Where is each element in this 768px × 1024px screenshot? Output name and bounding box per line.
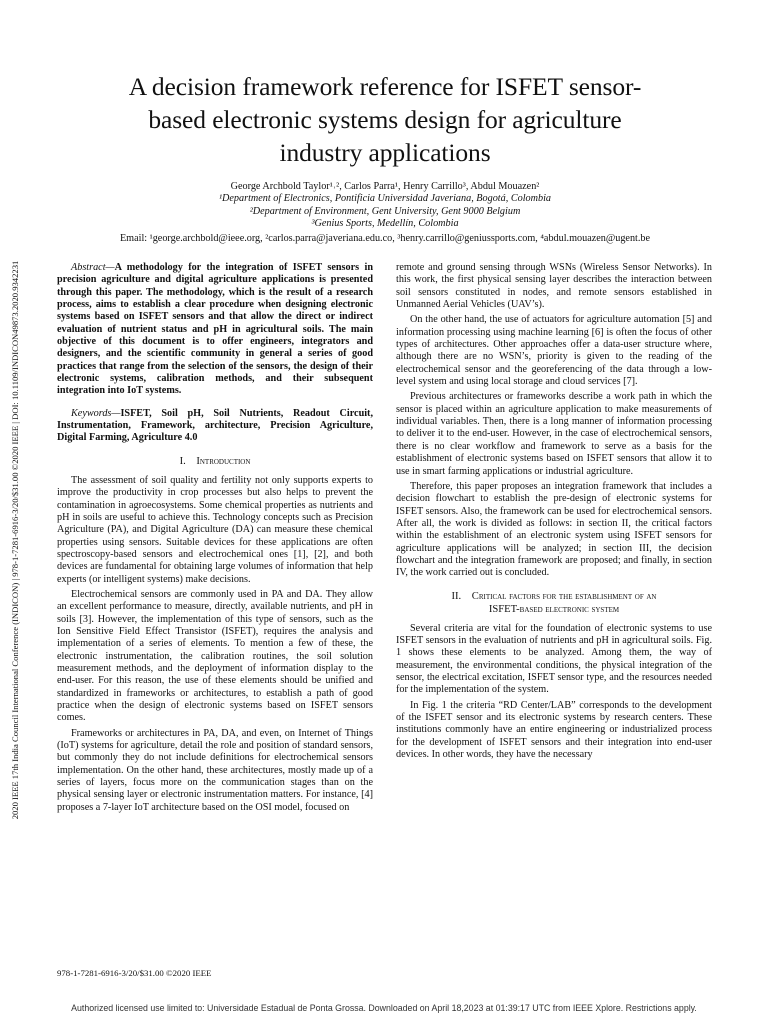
body-paragraph: In Fig. 1 the criteria “RD Center/LAB” corresponds to the development of the ISFET sensor and its electronic systems by research centers. These institutions commonly have an entire engineering or industrialized process for the development of ISFET sensors and their integration into end-user devices. In other words, they have the necessary (396, 699, 712, 761)
body-paragraph: Frameworks or architectures in PA, DA, and even, on Internet of Things (IoT) systems for agriculture, detail the role and position of standard sensors, but commonly they do not include definitions for electrochemical sensors implementation. On the other hand, these architectures, mostly made up of a series of layers, focus more on the communication stages than on the physical sensing layer or electronic instrumentation matters. For instance, [4] proposes a 7-layer IoT architecture based on the OSI model, focused on (57, 727, 373, 813)
side-citation (9, 190, 21, 890)
body-paragraph: Therefore, this paper proposes an integration framework that includes a decision flowchart to establish the pre-design of electronic systems for ISFET sensors. Also, the framework can be used for electrochemical sensors. After all, the work is divided as follows: in section II, the critical factors within the establishment of an electronic system using ISFET sensors for agriculture applications will be analyzed; in section III, the decision flowchart and the integration framework are proposed; and finally, in section IV, the work carried out is concluded. (396, 480, 712, 579)
keywords-label: Keywords— (71, 407, 121, 419)
body-paragraph: Several criteria are vital for the foundation of electronic systems to use ISFET sensors in the evaluation of nutrients and pH in agricultural soils. Fig. 1 shows these elements to be analyzed. Among them, the way of measurement, the environmental conditions, the physical integration of the sensor, the electrical excitation, ISFET sensor type, and the resources needed for the implementation of the system. (396, 622, 712, 696)
body-paragraph: remote and ground sensing through WSNs (Wireless Sensor Networks). In this work, the first physical sensing layer describes the interaction between soil sensors constituted in nodes, and remote sensors established in Unmanned Aerial Vehicles (UAV’s). (396, 262, 712, 311)
license-notice: Authorized licensed use limited to: Universidade Estadual de Ponta Grossa. Downloaded on April 18,2023 at 01:39:17 UTC from IEEE Xplore. Restrictions apply. (71, 1003, 697, 1013)
section-heading-line: ISFET-based electronic system (488, 603, 620, 615)
paper-title (40, 70, 730, 169)
author-block (80, 181, 690, 245)
title-line: A decision framework reference for ISFET sensor- (128, 72, 642, 101)
section-heading (396, 590, 712, 616)
body-paragraph: The assessment of soil quality and fertility not only supports experts to improve the productivity in crop processes but also helps to prevent the contamination in agroecosystems. Some chemical properties as nutrients and pH in soils are useful to achieve this. Technology concepts such as Precision Agriculture (PA), and Digital Agriculture (DA) can measure these chemical properties using sensors. Suitable devices for these applications are often spectroscopy-based sensors and electrochemical ones [1], [2], and both devices are fundamental for obtaining large volumes of information that help experts (or intelligent systems) make decisions. (57, 474, 373, 585)
right-column (396, 262, 712, 761)
body-paragraph: Electrochemical sensors are commonly used in PA and DA. They allow an excellent performance to measure, directly, available nutrients, and pH in soils [3]. However, the implementation of this type of sensors, such as the Ion Sensitive Field Effect Transistor (ISFET), requires the analysis and implementation of a series of elements. To mention a few of these, the electronic instrumentation, the calibration routines, the soil solution measurement methods, and the deployment of information display to the end-user. For this reason, the use of these elements should be unified and standardized in frameworks or architectures, to establish a path of good practice when the design of electronic systems based on ISFET sensors comes. (57, 588, 373, 724)
abstract (57, 262, 373, 398)
email-line: Email: ¹george.archbold@ieee.org, ²carlos.parra@javeriana.edu.co, ³henry.carrillo@geniussports.com, ⁴abdul.mouazen@ugent.be (119, 232, 651, 244)
title-line: based electronic systems design for agriculture (148, 105, 622, 134)
section-heading: I. Introduction (179, 455, 251, 467)
abstract-label: Abstract— (71, 262, 115, 273)
keywords (57, 408, 373, 445)
affiliation: ¹Department of Electronics, Pontificia Universidad Javeriana, Bogotá, Colombia (218, 193, 552, 205)
section-heading-line: II. Critical factors for the establishment of an (451, 590, 657, 602)
keywords-text: ISFET, Soil pH, Soil Nutrients, Readout Circuit, Instrumentation, Framework, architecture, Precision Agriculture, Digital Farming, Agriculture 4.0 (57, 407, 373, 444)
side-citation-text: 2020 IEEE 17th India Council International Conference (INDICON) | 978-1-7281-6916-3/20/$31.00 ©2020 IEEE | DOI: 10.1109/INDICON49873.2020.9342231 (10, 260, 20, 820)
copyright-footer: 978-1-7281-6916-3/20/$31.00 ©2020 IEEE (57, 968, 212, 978)
title-line: industry applications (279, 138, 491, 167)
left-column (57, 262, 373, 814)
affiliation: ²Department of Environment, Gent University, Gent 9000 Belgium (249, 205, 521, 217)
body-paragraph: Previous architectures or frameworks describe a work path in which the sensor is placed within an agriculture application to make measurements of individual variables. Then, there is a long manner of information processing to deliver it to the end-user. However, in the case of electrochemical sensors, there is no clear workflow and framework to serve as a basis for the establishment of electronic systems based on ISFET sensors that allow it to use in smart farming applications or industrial agriculture. (396, 391, 712, 477)
body-paragraph: On the other hand, the use of actuators for agriculture automation [5] and information processing using machine learning [6] is often the focus of other types of architectures. Other approaches offer a data-user structure where, although there are no WSN’s, priority is given to the reading of the electrochemical sensor and the georeferencing of the data through a low-level system and using local storage and cloud services [7]. (396, 314, 712, 388)
affiliation: ³Genius Sports, Medellín, Colombia (311, 218, 459, 230)
abstract-text: A methodology for the integration of ISFET sensors in precision agriculture and digital agriculture applications is presented through this paper. The methodology, which is the result of a research process, aims to establish a clear procedure when designing electronic systems based on ISFET sensors and that allow the direct or indirect evaluation of nutrient status and pH in agricultural soils. The main objective of this document is to offer engineers, integrators and designers, and the scientific community in general a series of good practices that range from the selection of the sensors, the design of their electronic systems, calibration methods, and their subsequent integration into IoT systems. (57, 262, 373, 397)
author-names: George Archbold Taylor¹˒², Carlos Parra¹, Henry Carrillo³, Abdul Mouazen² (230, 181, 540, 192)
